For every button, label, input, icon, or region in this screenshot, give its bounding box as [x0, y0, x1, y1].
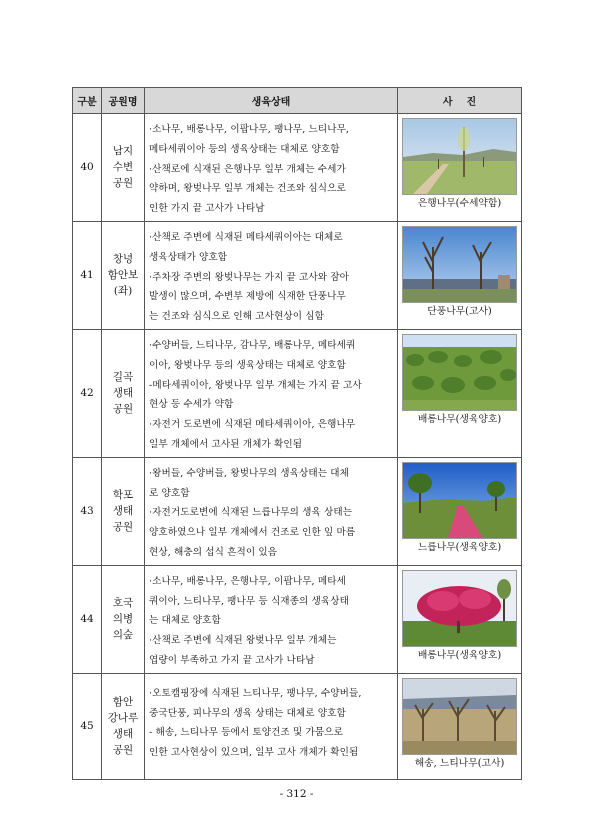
park-name: 창녕 함안보 (좌) — [102, 221, 145, 329]
elm-tree-bike-path-photo — [402, 462, 517, 539]
row-number: 43 — [73, 457, 102, 565]
photo-caption: 단풍나무(고사) — [427, 305, 492, 317]
table-row — [73, 221, 522, 329]
table-header-row — [73, 88, 522, 114]
park-name: 호국 의병 의숲 — [102, 565, 145, 673]
row-number: 45 — [73, 673, 102, 779]
photo-caption: 느릅나무(생육양호) — [417, 541, 502, 553]
table-row — [73, 457, 522, 565]
table-row — [73, 565, 522, 673]
row-number: 42 — [73, 329, 102, 457]
growth-status-text: ·소나무, 배롱나무, 은행나무, 이팝나무, 메타세 쿼이아, 느티나무, 팽나무 등 식재종의 생육상태 는 대체로 양호함 ·산책로 주변에 식재된 왕벚나무 일부 개체는 엽량이 부족하고 가지 끝 고사가 나타남 — [145, 565, 398, 673]
photo-cell — [398, 221, 522, 329]
table-row — [73, 329, 522, 457]
growth-status-text: ·소나무, 배롱나무, 이팝나무, 팽나무, 느티나무, 메타세쿼이아 등의 생육상태는 대체로 양호함 ·산책로에 식재된 은행나무 일부 개체는 수세가 약하며, 왕벚나무 일부 개체는 건조와 심식으로 인한 가지 끝 고사가 나타남 — [145, 114, 398, 222]
header-photo: 사 진 — [398, 88, 522, 114]
header-park-name: 공원명 — [102, 88, 145, 114]
photo-cell — [398, 457, 522, 565]
row-number: 40 — [73, 114, 102, 222]
crape-myrtle-bloom-photo — [402, 570, 517, 647]
table-row — [73, 673, 522, 779]
photo-cell — [398, 329, 522, 457]
tree-growth-status-table — [72, 87, 522, 780]
header-growth-status: 생육상태 — [145, 88, 398, 114]
row-number: 41 — [73, 221, 102, 329]
header-category: 구분 — [73, 88, 102, 114]
growth-status-text: ·왕버들, 수양버들, 왕벚나무의 생육상태는 대체 로 양호함 ·자전거도로변에 식재된 느릅나무의 생육 상태는 양호하였으나 일부 개체에서 건조로 인한 잎 마름 현상, 해충의 섭식 흔적이 있음 — [145, 457, 398, 565]
photo-caption: 은행나무(수세약함) — [417, 198, 502, 209]
growth-status-text: ·오토캠핑장에 식재된 느티나무, 팽나무, 수양버들, 중국단풍, 피나무의 생육 상태는 대체로 양호함 - 해송, 느티나무 등에서 토양건조 및 가뭄으로 인한 고사현상이 있으며, 일부 고사 개체가 확인됨 — [145, 673, 398, 779]
photo-cell — [398, 673, 522, 779]
table-row — [73, 114, 522, 222]
photo-caption: 배롱나무(생육양호) — [417, 413, 502, 425]
park-name: 길곡 생태 공원 — [102, 329, 145, 457]
photo-cell — [398, 565, 522, 673]
park-name: 남지 수변 공원 — [102, 114, 145, 222]
crape-myrtle-field-photo — [402, 334, 517, 411]
growth-status-text: ·수양버들, 느티나무, 감나무, 배롱나무, 메타세쿼 이아, 왕벚나무 등의 생육상태는 대체로 양호함 -메타세쿼이아, 왕벚나무 일부 개체는 가지 끝 고사 현상 등 수세가 약함 ·자전거 도로변에 식재된 메타세쿼이아, 은행나무 일부 개체에서 고사된 개체가 확인됨 — [145, 329, 398, 457]
photo-cell — [398, 114, 522, 222]
maple-tree-photo — [402, 226, 517, 303]
growth-status-text: ·산책로 주변에 식재된 메타세쿼이아는 대체로 생육상태가 양호함 ·주차장 주변의 왕벚나무는 가지 끝 고사와 잠아 발생이 많으며, 수변부 제방에 식재한 단풍나무 는 건조와 심식으로 인해 고사현상이 심함 — [145, 221, 398, 329]
park-name: 학포 생태 공원 — [102, 457, 145, 565]
park-name: 함안 강나루 생태 공원 — [102, 673, 145, 779]
pine-zelkova-dead-trees-photo — [402, 678, 517, 755]
page-number: - 312 - — [279, 788, 314, 800]
ginkgo-tree-photo — [402, 118, 517, 195]
photo-caption: 배롱나무(생육양호) — [417, 649, 502, 661]
photo-caption: 해송, 느티나무(고사) — [414, 757, 505, 769]
row-number: 44 — [73, 565, 102, 673]
